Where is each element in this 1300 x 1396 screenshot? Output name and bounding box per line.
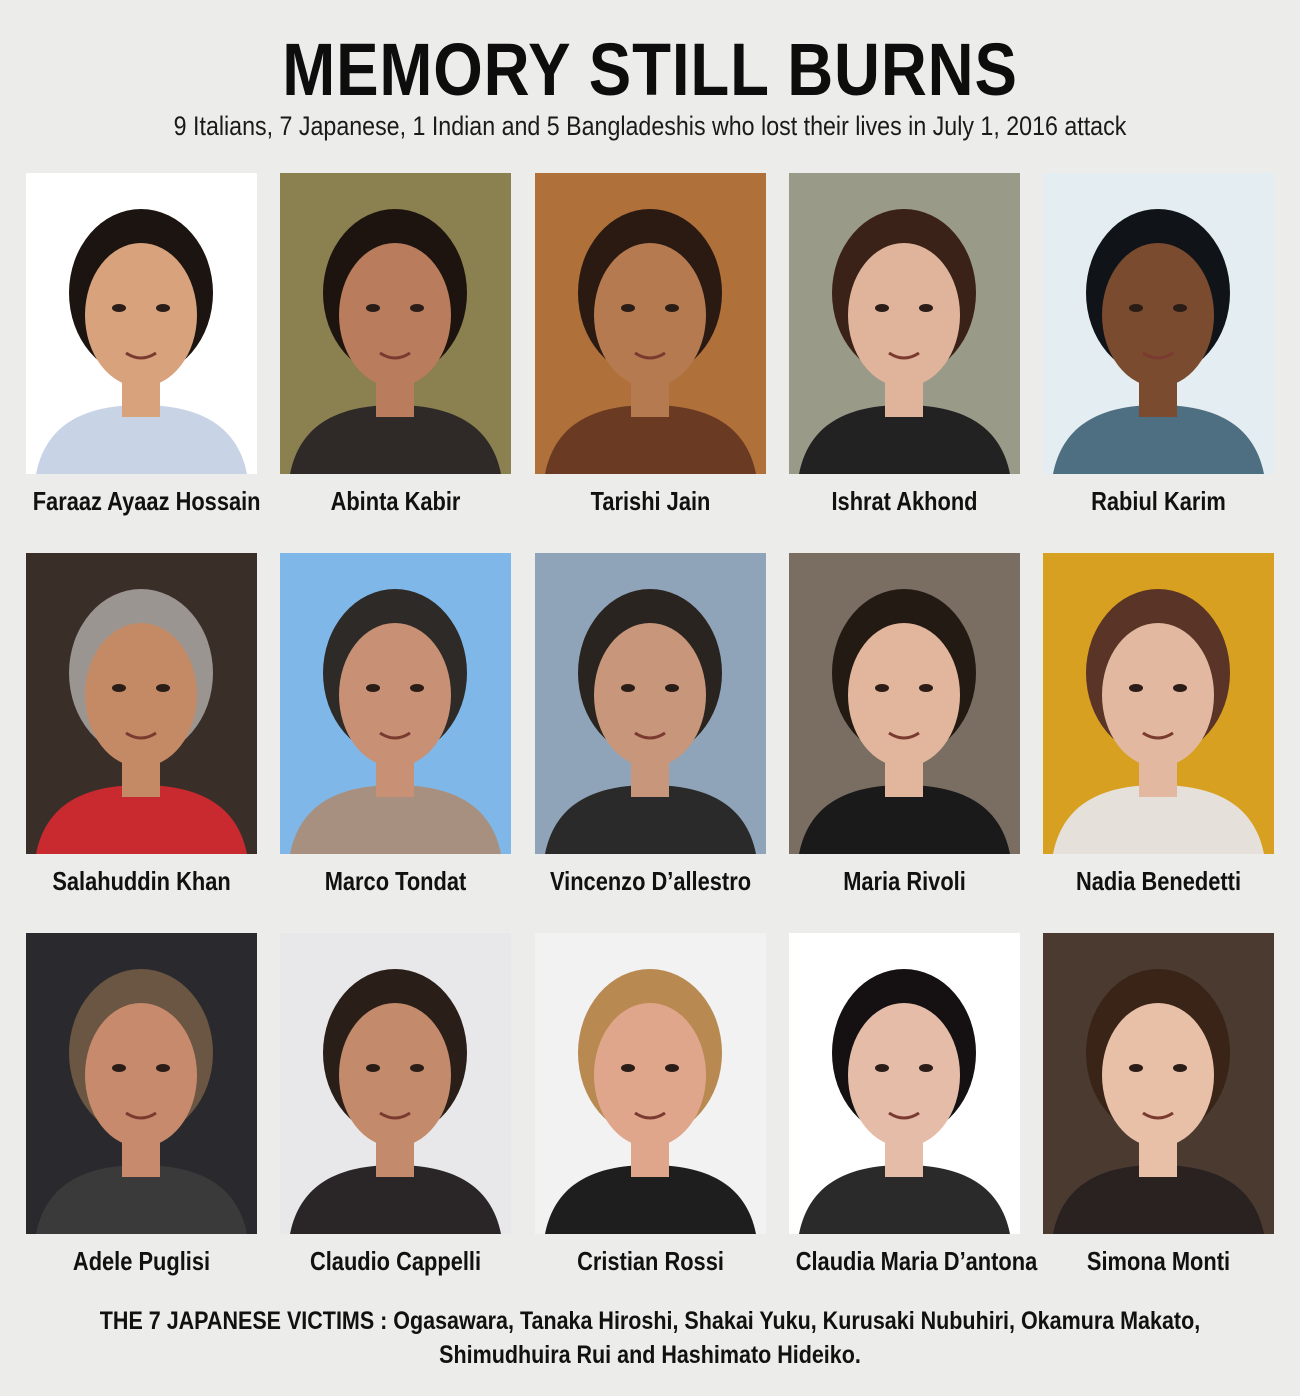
face xyxy=(339,243,451,387)
footer-line-1: THE 7 JAPANESE VICTIMS : Ogasawara, Tanaka Hiroshi, Shakai Yuku, Kurusaki Nubuhiri, Okamura Makato, xyxy=(99,1307,1201,1335)
left-eye xyxy=(1129,304,1143,312)
victim-photo xyxy=(26,933,257,1234)
victim-name: Nadia Benedetti xyxy=(1075,866,1242,896)
left-eye xyxy=(112,1064,126,1072)
portrait-illustration xyxy=(535,173,766,474)
right-eye xyxy=(1173,304,1187,312)
right-eye xyxy=(665,304,679,312)
left-eye xyxy=(366,1064,380,1072)
portrait-illustration xyxy=(280,933,511,1234)
victim-name: Simona Monti xyxy=(1086,1246,1231,1276)
right-eye xyxy=(919,1064,933,1072)
portrait-illustration xyxy=(789,933,1020,1234)
victim-name: Faraaz Ayaaz Hossain xyxy=(32,486,261,516)
portrait-illustration xyxy=(26,173,257,474)
face xyxy=(85,1003,197,1147)
portrait-illustration xyxy=(1043,933,1274,1234)
face xyxy=(848,243,960,387)
right-eye xyxy=(410,304,424,312)
victim-photo xyxy=(789,553,1020,854)
victim-photo xyxy=(789,933,1020,1234)
portrait-illustration xyxy=(789,553,1020,854)
victim-photo xyxy=(535,553,766,854)
left-eye xyxy=(366,304,380,312)
portrait-illustration xyxy=(535,553,766,854)
victim-photo xyxy=(1043,553,1274,854)
right-eye xyxy=(919,684,933,692)
face xyxy=(594,1003,706,1147)
face xyxy=(594,243,706,387)
face xyxy=(848,623,960,767)
left-eye xyxy=(112,684,126,692)
victim-name: Salahuddin Khan xyxy=(52,866,231,896)
face xyxy=(339,623,451,767)
face xyxy=(85,243,197,387)
portrait-illustration xyxy=(1043,173,1274,474)
left-eye xyxy=(621,1064,635,1072)
portrait-illustration xyxy=(789,173,1020,474)
victim-name: Adele Puglisi xyxy=(72,1246,211,1276)
victim-name: Abinta Kabir xyxy=(330,486,461,516)
face xyxy=(848,1003,960,1147)
victim-photo xyxy=(280,933,511,1234)
left-eye xyxy=(112,304,126,312)
portrait-illustration xyxy=(535,933,766,1234)
victim-name: Vincenzo D’allestro xyxy=(549,866,752,896)
right-eye xyxy=(156,304,170,312)
right-eye xyxy=(410,1064,424,1072)
victim-name: Maria Rivoli xyxy=(843,866,966,896)
right-eye xyxy=(156,1064,170,1072)
portrait-illustration xyxy=(280,553,511,854)
left-eye xyxy=(1129,1064,1143,1072)
left-eye xyxy=(621,684,635,692)
victim-photo xyxy=(535,173,766,474)
footer-line-2: Shimudhuira Rui and Hashimato Hideiko. xyxy=(439,1341,861,1369)
victim-name: Cristian Rossi xyxy=(577,1246,724,1276)
left-eye xyxy=(875,304,889,312)
victim-photo xyxy=(26,173,257,474)
victim-name: Ishrat Akhond xyxy=(831,486,978,516)
right-eye xyxy=(1173,684,1187,692)
right-eye xyxy=(156,684,170,692)
face xyxy=(594,623,706,767)
left-eye xyxy=(875,684,889,692)
right-eye xyxy=(919,304,933,312)
victim-photo xyxy=(535,933,766,1234)
victim-photo xyxy=(1043,173,1274,474)
victim-photo xyxy=(1043,933,1274,1234)
face xyxy=(1102,623,1214,767)
portrait-illustration xyxy=(1043,553,1274,854)
victim-name: Rabiul Karim xyxy=(1091,486,1226,516)
right-eye xyxy=(410,684,424,692)
victim-name: Claudio Cappelli xyxy=(309,1246,482,1276)
victim-name: Claudia Maria D’antona xyxy=(795,1246,1038,1276)
right-eye xyxy=(665,684,679,692)
left-eye xyxy=(621,304,635,312)
victim-photo xyxy=(280,553,511,854)
japanese-victims-note xyxy=(91,1304,1209,1372)
portrait-illustration xyxy=(26,553,257,854)
victim-photo xyxy=(789,173,1020,474)
left-eye xyxy=(875,1064,889,1072)
victim-photo xyxy=(280,173,511,474)
page-subtitle: 9 Italians, 7 Japanese, 1 Indian and 5 Bangladeshis who lost their lives in July 1, 2016 attack xyxy=(173,111,1127,141)
face xyxy=(1102,243,1214,387)
left-eye xyxy=(1129,684,1143,692)
left-eye xyxy=(366,684,380,692)
portrait-illustration xyxy=(280,173,511,474)
face xyxy=(85,623,197,767)
right-eye xyxy=(665,1064,679,1072)
right-eye xyxy=(1173,1064,1187,1072)
victim-photo xyxy=(26,553,257,854)
face xyxy=(1102,1003,1214,1147)
face xyxy=(339,1003,451,1147)
victim-name: Marco Tondat xyxy=(324,866,467,896)
portrait-illustration xyxy=(26,933,257,1234)
page-title: MEMORY STILL BURNS xyxy=(282,28,1018,111)
victim-name: Tarishi Jain xyxy=(590,486,711,516)
